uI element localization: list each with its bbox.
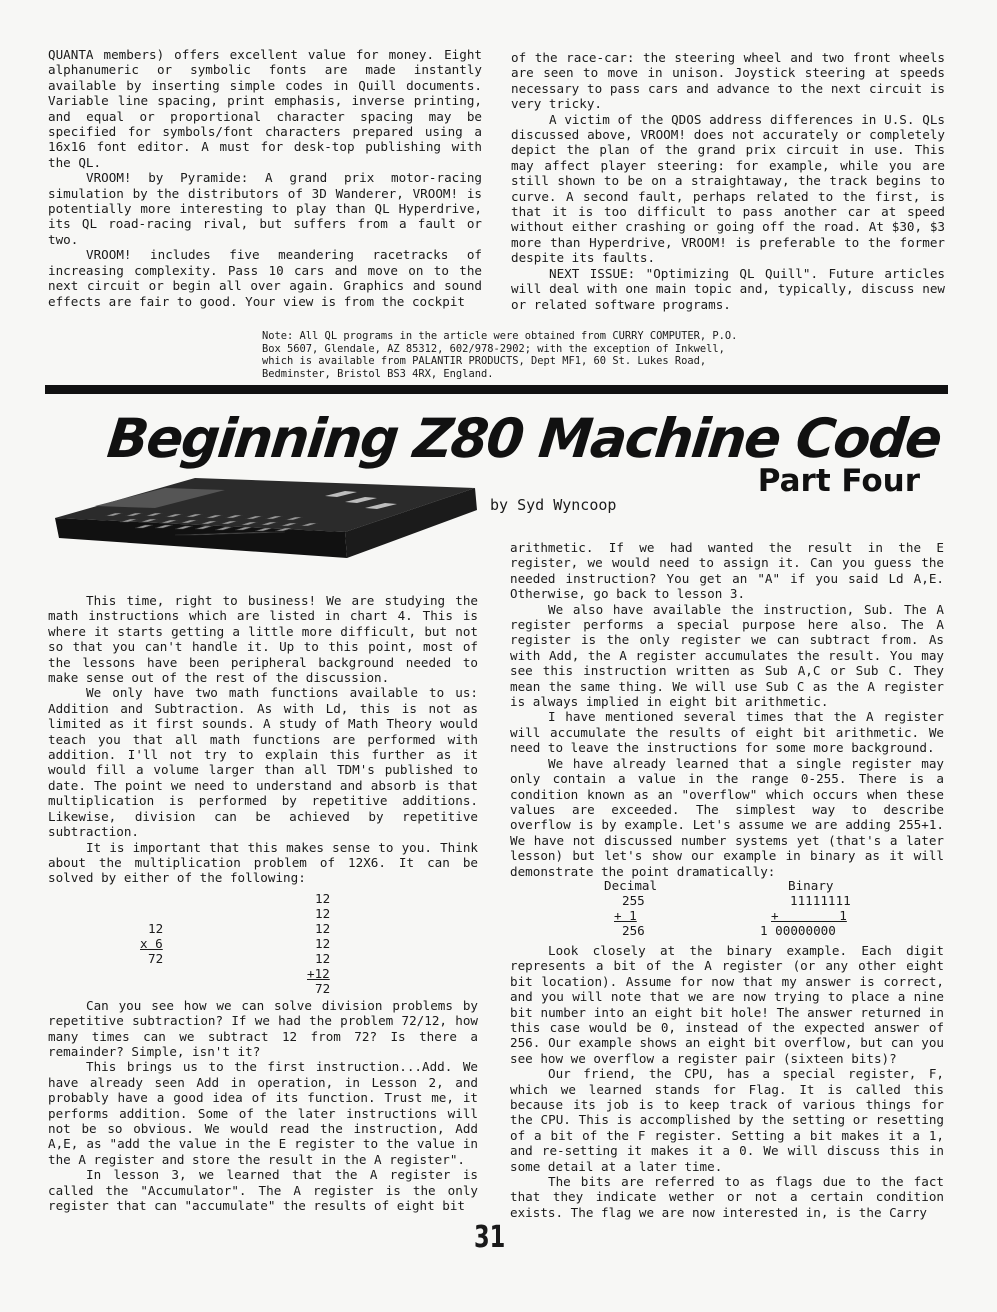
paragraph: Can you see how we can solve division problems by repetitive subtraction? If we had the problem 72/12, how many times can we subtract 12 from 72? Is there a remainder? Simple, isn't it?: [48, 997, 478, 1059]
paragraph: Our friend, the CPU, has a special register, F, which we learned stands for Flag. It is called this because its job is to keep track of various things for the CPU. This is accomplished by the setting or resetting of a bit of the F register. Setting a bit makes it a 1, and re-setting it makes it a 0. We will discuss this in some detail at a later time.: [510, 1066, 944, 1174]
paragraph: In lesson 3, we learned that the A register is called the "Accumulator". The A register is the only register that can "accumulate" the results of eight bit: [48, 1167, 478, 1213]
binary-line: 1 00000000: [760, 923, 836, 938]
article-headline: Beginning Z80 Machine Code: [104, 407, 944, 470]
section-divider: [45, 385, 948, 394]
binary-overflow-example: [600, 878, 860, 940]
multiplication-example: [48, 891, 478, 996]
mult-right-line: 12: [315, 921, 331, 936]
top-left-column: [48, 47, 482, 309]
paragraph: NEXT ISSUE: "Optimizing QL Quill". Future articles will deal with one main topic and, typically, discuss new or related software programs.: [511, 265, 945, 312]
paragraph: Look closely at the binary example. Each digit represents a bit of the A register (or any other eight bit location). Assume for now that my answer is correct, and you will note that we are now trying to place a nine bit number into an eight bit hole! The answer returned in this case would be 0, instead of the expected answer of 256. Our example shows an eight bit overflow, but can you see how we overflow a register pair (sixteen bits)?: [510, 942, 944, 1066]
paragraph: QUANTA members) offers excellent value for money. Eight alphanumeric or symbolic fonts are made instantly available by inserting simple codes in Quill documents. Variable line spacing, print emphasis, inverse printing, and equal or proportional character spacing may be specified for symbols/font characters prepared using a 16x16 font editor. A must for desk-top publishing with the QL.: [48, 47, 482, 170]
paragraph: VROOM! by Pyramide: A grand prix motor-racing simulation by the distributors of 3D Wanderer, VROOM! is potentially more interesting to play than QL Hyperdrive, its QL road-racing rival, but suffers from a fault or two.: [48, 170, 482, 247]
article-subhead: Part Four: [757, 463, 920, 499]
mult-left-line: x 6: [140, 936, 163, 951]
paragraph: I have mentioned several times that the A register will accumulate the results of eight bit arithmetic. We need to leave the instructions for some more background.: [510, 709, 944, 756]
paragraph: This time, right to business! We are studying the math instructions which are listed in chart 4. This is where it starts getting a little more difficult, but not so that you can't handle it. Up to this point, most of the lessons have been peripheral background needed to make sense out of the rest of the discussion.: [48, 593, 478, 686]
page-number: 31: [474, 1220, 506, 1255]
mult-right-line: 12: [315, 906, 331, 921]
paragraph: We have already learned that a single register may only contain a value in the range 0-255. There is a condition known as an "overflow" which occurs when these values are exceeded. The simplest way to describe overflow is by example. Let's assume we are adding 255+1. We have not discussed number systems yet (that's a later lesson) but let's show our example in binary as it will demonstrate the point dramatically:: [510, 755, 944, 879]
paragraph: The bits are referred to as flags due to the fact that they indicate wether or not a certain condition exists. The flag we are now interested in, is the Carry: [510, 1174, 944, 1220]
decimal-header: Decimal: [604, 878, 658, 893]
mult-right-line: 72: [315, 981, 331, 996]
paragraph: We only have two math functions available to us: Addition and Subtraction. As with Ld, this is not as limited as it first sounds. A study of Math Theory would teach you that all math functions are performed with addition. I'll not try to explain this further as it would fill a volume larger than all TDM's published to date. The point we need to understand and absorb is that multiplication is performed by repetitive additions. Likewise, division can be achieved by repetitive subtraction.: [48, 685, 478, 840]
paragraph: arithmetic. If we had wanted the result in the E register, we would need to assign it. Can you guess the needed instruction? You get an "A" if you said Ld A,E. Otherwise, go back to lesson 3.: [510, 540, 944, 602]
mult-right-line: 12: [315, 951, 331, 966]
decimal-line: 256: [622, 923, 645, 938]
binary-header: Binary: [788, 878, 834, 893]
binary-line: 11111111: [790, 893, 851, 908]
mult-left-line: 12: [148, 921, 164, 936]
paragraph: This brings us to the first instruction...Add. We have already seen Add in operation, in Lesson 2, and probably have a good idea of its function. Trust me, it performs addition. Some of the later instructions will not be so obvious. We would read the instruction, Add A,E, as "add the value in the E register to the value in the A register and store the result in the A register".: [48, 1059, 478, 1167]
binary-line: + 1: [771, 908, 847, 923]
decimal-line: + 1: [614, 908, 637, 923]
mult-right-line: 12: [315, 891, 331, 906]
paragraph: of the race-car: the steering wheel and two front wheels are seen to move in unison. Joystick steering at speeds necessary to pass cars and advance to the next circuit is very tricky.: [511, 50, 945, 112]
paragraph: VROOM! includes five meandering racetracks of increasing complexity. Pass 10 cars and move on to the next circuit or begin all over again. Graphics and sound effects are fair to good. Your view is from the cockpit: [48, 247, 482, 309]
computer-keyboard-icon: [45, 466, 480, 592]
paragraph: It is important that this makes sense to you. Think about the multiplication problem of 12X6. It can be solved by either of the following:: [48, 839, 478, 886]
mult-right-line: +12: [307, 966, 330, 981]
paragraph: We also have available the instruction, Sub. The A register performs a special purpose here also. The A register is the only register we can subtract from. As with Add, the A register accumulates the result. You may see this instruction written as Sub A,C or Sub C. They mean the same thing. We will use Sub C as the A register is always implied in eight bit arithmetic.: [510, 601, 944, 710]
top-right-column: [511, 50, 945, 312]
source-note: Note: All QL programs in the article were obtained from CURRY COMPUTER, P.O. Box 5607, Glendale, AZ 85312, 602/978-2902; with the exception of Inkwell, which is available from PALANTIR PRODUCTS, Dept MF1, 60 St. Lukes Road, Bedminster, Bristol BS3 4RX, England.: [262, 330, 738, 380]
mult-right-line: 12: [315, 936, 331, 951]
decimal-line: 255: [622, 893, 645, 908]
paragraph: A victim of the QDOS address differences in U.S. QLs discussed above, VROOM! does not accurately or completely depict the plan of the grand prix circuit in use. This may affect player steering: for example, while you are still shown to be on a straightaway, the track begins to curve. A second fault, perhaps related to the first, is that it is too difficult to pass another car at speed without either crashing or going off the road. At $30, $3 more than Hyperdrive, VROOM! is preferable to the former despite its faults.: [511, 111, 945, 266]
byline: by Syd Wyncoop: [490, 496, 617, 514]
mult-left-line: 72: [148, 951, 164, 966]
